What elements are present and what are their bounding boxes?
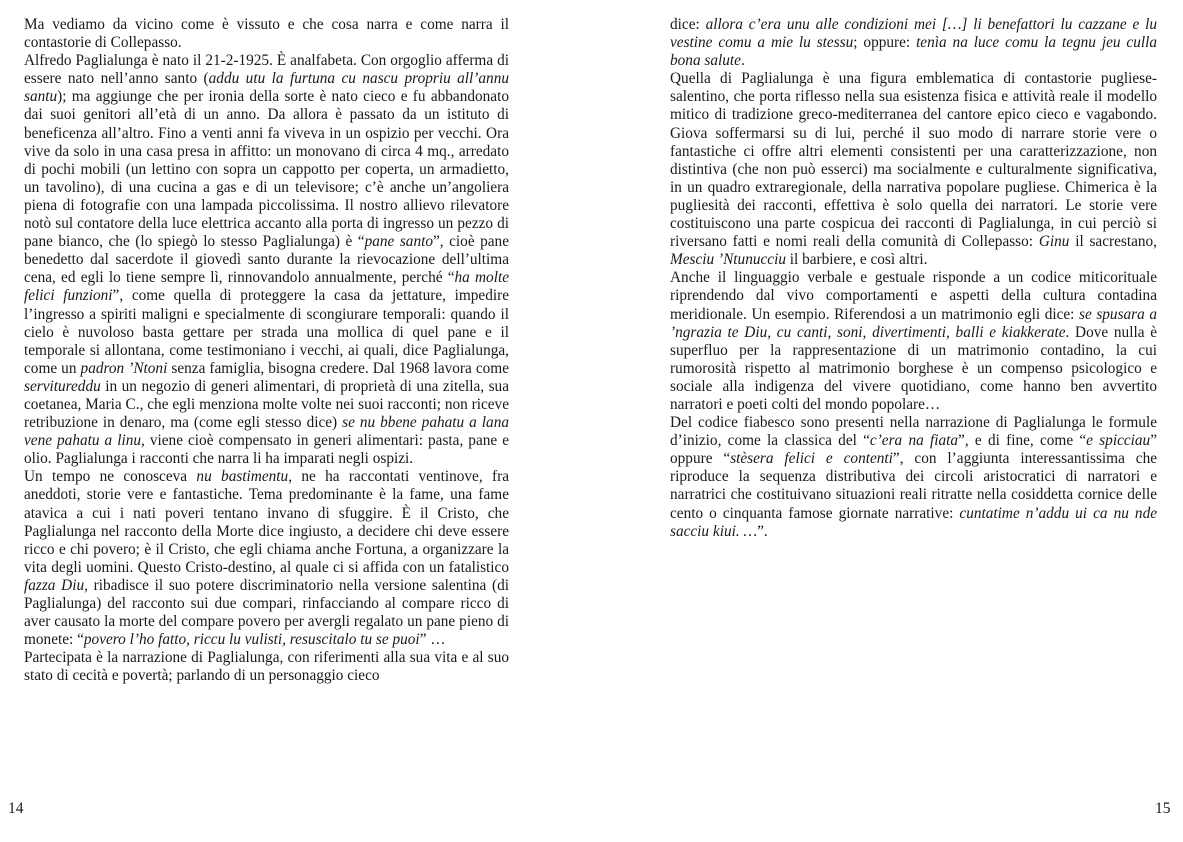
paragraph: [24, 468, 509, 649]
italic-text: tenìa na luce comu la tegnu jeu culla bona salute: [670, 34, 1157, 70]
text-run: , ribadisce il suo potere discriminatorio nella versione salentina (di Paglialunga) del racconto sui due compari, rinfacciando al compare ricco di aver causato la morte del compare povero per avergli regalato un pane pieno di monete: “: [24, 576, 509, 649]
text-run: Ma vediamo da vicino come è vissuto e che cosa narra e come narra il contastorie di Collepasso.: [24, 16, 509, 52]
italic-text: pane santo: [364, 233, 433, 251]
text-run: ”, e di fine, come “: [958, 432, 1087, 450]
italic-text: fazza Diu: [24, 576, 85, 594]
right-page-number: 15: [1155, 800, 1171, 817]
paragraph: [670, 269, 1157, 414]
italic-text: stèsera felici e contenti: [730, 450, 893, 468]
text-run: ; oppure:: [853, 34, 917, 52]
italic-text: nu bastimentu: [196, 468, 289, 486]
text-run: dice:: [670, 16, 706, 33]
italic-text: c’era na fiata: [869, 432, 959, 450]
text-run: Anche il linguaggio verbale e gestuale risponde a un codice miticorituale riprendendo dal vivo comportamenti e aspetti della cultura contadina meridionale. Un esempio. Riferendosi a un matrimonio egli dice:: [670, 269, 1157, 323]
text-run: ” …: [419, 631, 446, 649]
text-run: ); ma aggiunge che per ironia della sorte è nato cieco e fu abbandonato dai suoi genitori all’età di un anno. Da allora è passato da un istituto di beneficenza all’altro. Fino a venti anni fa viveva in un ospizio per vecchi. Ora vive da solo in una casa presa in affitto: un monovano di circa 4 mq., arredato di pochi mobili (un lettino con sopra un cappotto per coperta, un armadietto, un tavolino), di una cucina a gas e di un televisore; c’è anche un’angoliera piena di fotografie con una lampada piccolissima. Il nostro allievo rilevatore notò sul contatore della luce elettrica accanto alla porta di ingresso un pezzo di pane bianco, che (lo spiegò lo stesso Paglialunga) è “: [24, 88, 509, 251]
italic-text: povero l’ho fatto, riccu lu vulisti, resuscitalo tu se puoi: [83, 631, 420, 649]
text-run: , ne ha raccontati ventinove, fra aneddoti, storie vere e fantastiche. Tema predominante è la fame, una fame atavica a cui i nati poveri tentano invano di sfuggire. È il Cristo, che Paglialunga nel racconto della Morte dice ingiusto, a decidere chi deve essere ricco e chi povero; è il Cristo, che egli chiama anche Fortuna, a organizzare la vita degli uomini. Questo Cristo-destino, al quale ci si affida con un fatalistico: [24, 468, 509, 576]
italic-text: allora c’era unu alle condizioni mei […] li benefattori lu cazzane e lu vestine comu a mie lu stessu: [670, 16, 1157, 52]
text-run: il barbiere, e così altri.: [785, 251, 928, 269]
paragraph: [670, 70, 1157, 269]
italic-text: se nu bbene pahatu a lana vene pahatu a linu: [24, 414, 509, 450]
paragraph: [670, 16, 1157, 70]
text-run: il sacrestano,: [1069, 233, 1157, 251]
italic-text: Mesciu ’Ntunucciu: [670, 251, 786, 269]
paragraph: [24, 649, 509, 685]
text-run: Partecipata è la narrazione di Paglialunga, con riferimenti alla sua vita e al suo stato di cecità e povertà; parlando di un personaggio cieco: [24, 649, 509, 685]
text-run: senza famiglia, bisogna credere. Dal 1968 lavora come: [167, 359, 509, 377]
italic-text: se spusara a ’ngrazia te Diu, cu canti, soni, divertimenti, balli e kiakkerate: [670, 305, 1157, 341]
italic-text: cuntatime n’addu ui ca nu nde sacciu kiui. …: [670, 504, 1158, 540]
italic-text: addu utu la furtuna cu nascu propriu all’annu santu: [24, 70, 509, 106]
left-page-number: 14: [8, 800, 24, 817]
text-run: . Dove nulla è superfluo per la rappresentazione di un matrimonio contadino, la cui rumorosità rispetto al matrimonio borghese è un compenso psicologico e sociale alla indigenza del vivere quotidiano, come hanno ben avvertito narratori e poeti colti del mondo popolare…: [670, 323, 1157, 413]
text-run: Quella di Paglialunga è una figura emblematica di contastorie pugliese-salentino, che porta riflesso nella sua esistenza fisica e attività reale il modello mitico di tradizione greco-mediterranea del cantore epico cieco e vagabondo. Giova soffermarsi su di lui, perché il suo modo di narrare storie vere o fantastiche ci offre altri elementi consistenti per una caratterizzazione, non distintiva (che non può esserci) ma socialmente e culturalmente significativa, in un quadro extraregionale, della narrativa popolare pugliese. Chimerica è la pugliesità dei racconti, effettiva è solo quella dei narratori. Le storie vere costituiscono una parte cospicua dei racconti di Paglialunga, in cui perciò si riversano fatti e nomi reali della comunità di Collepasso:: [670, 70, 1157, 251]
left-page-text: [24, 16, 509, 685]
text-run: , viene cioè compensato in generi alimentari: pasta, pane e olio. Paglialunga i racconti che narra li ha imparati negli ospizi.: [24, 432, 509, 468]
italic-text: servitureddu: [24, 377, 101, 395]
text-run: ” oppure “: [670, 432, 1157, 468]
paragraph: [670, 414, 1157, 541]
text-run: .: [740, 52, 745, 70]
text-run: Del codice fiabesco sono presenti nella narrazione di Paglialunga le formule d’inizio, come la classica del “: [670, 414, 1157, 450]
text-run: ”, cioè pane benedetto dal sacerdote il giovedì santo durante la rievocazione dell’ultima cena, ed egli lo tiene sempre lì, rinnovandolo annualmente, perché “: [24, 233, 509, 287]
right-page-text: [670, 16, 1157, 541]
text-run: Alfredo Paglialunga è nato il 21-2-1925. È analfabeta. Con orgoglio afferma di essere nato nell’anno santo (: [24, 52, 509, 88]
italic-text: padron ’Ntoni: [80, 359, 168, 377]
paragraph: [24, 16, 509, 52]
text-run: Un tempo ne conosceva: [24, 468, 197, 486]
text-run: in un negozio di generi alimentari, di proprietà di una zitella, sua coetanea, Maria C., che egli menziona molte volte nei suoi racconti; non riceve retribuzione in denaro, ma (come egli stesso dice): [24, 377, 509, 432]
italic-text: e spicciau: [1086, 432, 1151, 450]
text-run: ”.: [757, 522, 768, 540]
paragraph: [24, 52, 509, 468]
text-run: ”, come quella di proteggere la casa da jettature, impedire l’ingresso a spiriti maligni e specialmente di scongiurare temporali: quando il cielo è nuvoloso basta gettare per strada una mollica di quel pane e il temporale si allontana, come testimoniano i vecchi, ai quali, dice Paglialunga, come un: [24, 287, 510, 377]
italic-text: Ginu: [1038, 233, 1070, 251]
text-run: ”, con l’aggiunta interessantissima che riproduce la sequenza distributiva dei circoli aristocratici di narratori e narratrici che costituivano situazioni reali ritratte nella cosiddetta cornice delle cento o cinquanta famose giornate narrative:: [670, 450, 1158, 522]
italic-text: ha molte felici funzioni: [24, 269, 509, 305]
